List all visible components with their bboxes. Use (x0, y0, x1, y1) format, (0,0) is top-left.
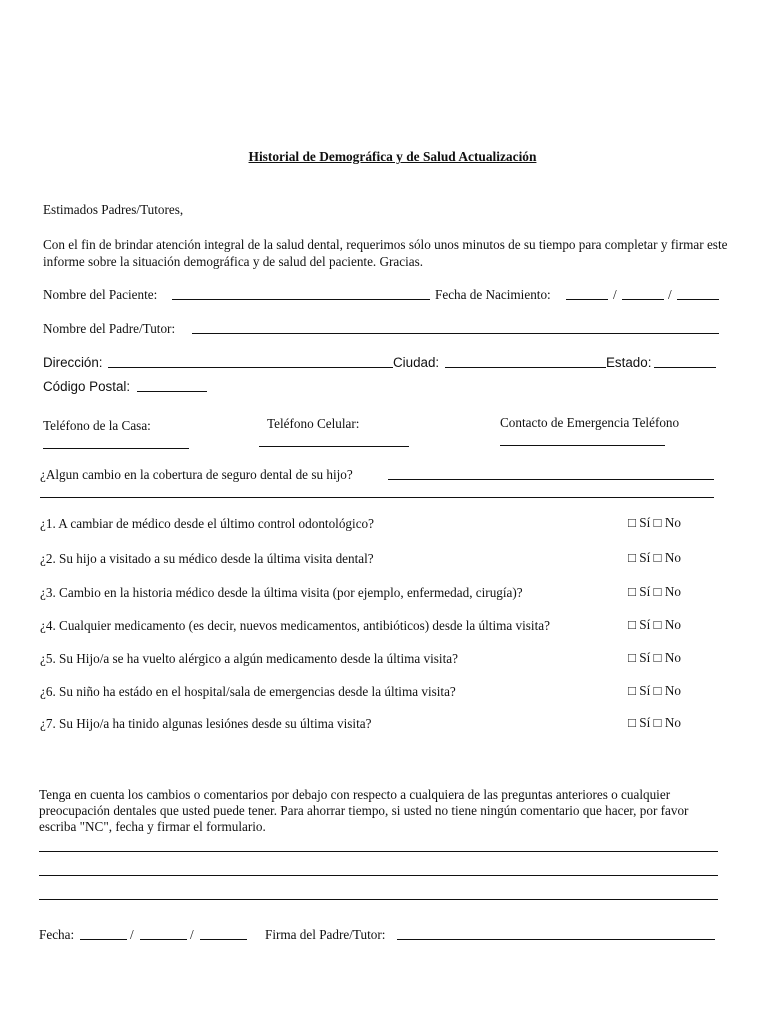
parent-name-label: Nombre del Padre/Tutor: (43, 321, 176, 336)
signature-field[interactable] (397, 927, 715, 940)
date-separator: / (190, 927, 194, 942)
yes-no-options[interactable]: □ Sí □ No (628, 550, 681, 565)
yes-no-options[interactable]: □ Sí □ No (628, 617, 681, 632)
comment-note: Tenga en cuenta los cambios o comentarios por debajo con respecto a cualquiera de las preguntas anteriores o cualquier preocupación dentales que usted puede tener. Para ahorrar tiempo, si usted no tiene ningún comentario que hacer, por favor escriba "NC", fecha y firmar el formulario. (39, 787, 689, 834)
yes-no-options[interactable]: □ Sí □ No (628, 515, 681, 530)
home-phone-field[interactable] (43, 436, 189, 449)
address-label: Dirección: (43, 355, 103, 370)
yes-no-options[interactable]: □ Sí □ No (628, 650, 681, 665)
date-label: Fecha: (39, 927, 75, 942)
birth-year-field[interactable] (677, 287, 719, 300)
cell-phone-label: Teléfono Celular: (267, 416, 360, 431)
state-field[interactable] (654, 355, 716, 368)
patient-name-field[interactable] (172, 287, 430, 300)
parent-name-field[interactable] (192, 321, 719, 334)
form-title: Historial de Demográfica y de Salud Actualización (248, 149, 537, 164)
address-field[interactable] (108, 355, 393, 368)
date-day-field[interactable] (140, 927, 187, 940)
comment-line[interactable] (39, 887, 718, 900)
insurance-answer-line[interactable] (40, 485, 714, 498)
birth-day-field[interactable] (622, 287, 664, 300)
yes-no-options[interactable]: □ Sí □ No (628, 715, 681, 730)
question-6: ¿6. Su niño ha estádo en el hospital/sala de emergencias desde la última visita? (40, 684, 456, 699)
comment-line[interactable] (39, 839, 718, 852)
home-phone-label: Teléfono de la Casa: (43, 418, 151, 433)
date-separator: / (130, 927, 134, 942)
insurance-answer-line[interactable] (388, 467, 714, 480)
question-2: ¿2. Su hijo a visitado a su médico desde la última visita dental? (40, 551, 374, 566)
date-year-field[interactable] (200, 927, 247, 940)
birth-date-label: Fecha de Nacimiento: (435, 287, 551, 302)
emergency-phone-label: Contacto de Emergencia Teléfono (500, 415, 680, 430)
question-5: ¿5. Su Hijo/a se ha vuelto alérgico a algún medicamento desde la última visita? (40, 651, 458, 666)
emergency-phone-field[interactable] (500, 433, 665, 446)
yes-no-options[interactable]: □ Sí □ No (628, 584, 681, 599)
question-4: ¿4. Cualquier medicamento (es decir, nuevos medicamentos, antibióticos) desde la última visita? (40, 618, 550, 633)
patient-name-label: Nombre del Paciente: (43, 287, 158, 302)
question-1: ¿1. A cambiar de médico desde el último control odontológico? (40, 516, 374, 531)
date-month-field[interactable] (80, 927, 127, 940)
insurance-question: ¿Algun cambio en la cobertura de seguro dental de su hijo? (40, 467, 353, 482)
zip-field[interactable] (137, 379, 207, 392)
yes-no-options[interactable]: □ Sí □ No (628, 683, 681, 698)
date-separator: / (668, 287, 672, 302)
comment-line[interactable] (39, 863, 718, 876)
birth-month-field[interactable] (566, 287, 608, 300)
intro-paragraph: Con el fin de brindar atención integral de la salud dental, requerimos sólo unos minutos de su tiempo para completar y firmar este informe sobre la situación demográfica y de salud del paciente. Gracias. (43, 237, 728, 269)
question-7: ¿7. Su Hijo/a ha tinido algunas lesiónes desde su última visita? (40, 716, 372, 731)
city-field[interactable] (445, 355, 606, 368)
state-label: Estado: (606, 355, 652, 370)
signature-label: Firma del Padre/Tutor: (265, 927, 386, 942)
zip-label: Código Postal: (43, 379, 131, 394)
city-label: Ciudad: (393, 355, 440, 370)
date-separator: / (613, 287, 617, 302)
greeting: Estimados Padres/Tutores, (43, 202, 184, 217)
cell-phone-field[interactable] (259, 434, 409, 447)
question-3: ¿3. Cambio en la historia médico desde la última visita (por ejemplo, enfermedad, cirugía)? (40, 585, 523, 600)
